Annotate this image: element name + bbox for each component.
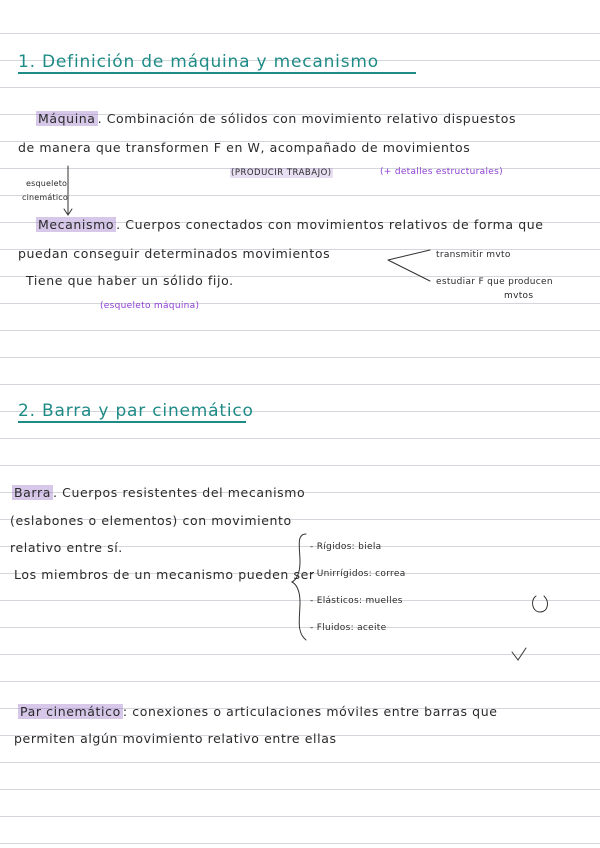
down-arrow-icon (64, 166, 72, 215)
mecanismo-term: Mecanismo (38, 217, 115, 232)
curly-brace (292, 534, 306, 640)
maquina-term: Máquina (38, 111, 96, 126)
barra-definition-3: relativo entre sí. (10, 540, 123, 555)
check-mark-icon (512, 648, 526, 660)
esqueleto-label-2: cinemático (22, 193, 68, 202)
mecanismo-definition-3: Tiene que haber un sólido fijo. (26, 273, 234, 288)
section-1-title: 1. Definición de máquina y mecanismo (18, 52, 379, 72)
doodle-mark (533, 596, 548, 612)
producir-trabajo-note: (PRODUCIR TRABAJO) (231, 168, 332, 178)
par-definition-1: : conexiones o articulaciones móviles entre barras que (122, 704, 498, 719)
barra-definition-2: (eslabones o elementos) con movimiento (10, 513, 292, 528)
section-2-title: 2. Barra y par cinemático (18, 401, 254, 421)
estudiar-note-2: mvtos (504, 291, 534, 301)
maquina-definition-1: . Combinación de sólidos con movimiento relativo dispuestos (97, 111, 517, 126)
par-definition-2: permiten algún movimiento relativo entre ellas (14, 731, 337, 746)
barra-term: Barra (14, 485, 51, 500)
mecanismo-definition-2: puedan conseguir determinados movimientos (18, 246, 331, 261)
par-term: Par cinemático (20, 704, 121, 719)
type-elasticos: - Elásticos: muelles (310, 596, 403, 606)
esqueleto-maquina-note: (esqueleto máquina) (100, 301, 200, 311)
estudiar-note-1: estudiar F que producen (436, 277, 553, 287)
transmitir-note: transmitir mvto (436, 250, 511, 260)
type-unirrigidos: - Unirrígidos: correa (310, 569, 406, 579)
type-rigidos: - Rígidos: biela (310, 542, 382, 552)
esqueleto-label-1: esqueleto (26, 179, 68, 188)
barra-definition-4: Los miembros de un mecanismo pueden ser (14, 567, 315, 582)
barra-definition-1: . Cuerpos resistentes del mecanismo (52, 485, 306, 500)
branch-lines (388, 250, 430, 281)
type-fluidos: - Fluidos: aceite (310, 623, 387, 633)
mecanismo-definition-1: . Cuerpos conectados con movimientos relativos de forma que (116, 217, 544, 232)
maquina-definition-2: de manera que transformen F en W, acompañado de movimientos (18, 140, 471, 155)
detalles-estructurales-note: (+ detalles estructurales) (380, 167, 503, 177)
